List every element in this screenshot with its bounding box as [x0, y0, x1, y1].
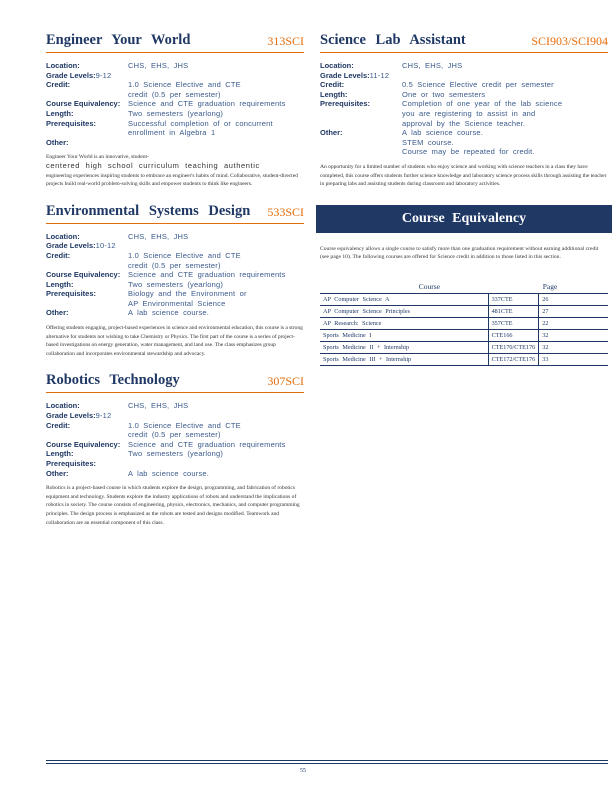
- prerequisites-label: Prerequisites:: [46, 289, 97, 299]
- left-column: [46, 32, 304, 541]
- course-code: 313SCI: [267, 34, 304, 48]
- length-row: [46, 280, 304, 290]
- course-header: [46, 32, 304, 53]
- length-label: Length:: [320, 89, 348, 99]
- credit-row: [320, 80, 608, 90]
- other-row: [320, 128, 608, 157]
- course-header: [46, 372, 304, 393]
- course-cell: AP Computer Science Principles: [320, 305, 488, 317]
- grade-levels-label: Grade Levels:: [320, 70, 370, 80]
- table-row: [320, 341, 608, 353]
- grade-levels-value: 9-12: [95, 411, 112, 421]
- course-description: Robotics is a project-based course in which students explore the design, programming, and fabrication of robotics equipment and technology. Students explore the industry applications of robots and understand the implications of robotics in society. The course consists of engineering, physics, electronics, mechanics, and computer programming principles. The design process is emphasized as the robots are tested and designs modified. Teamwork and collaboration are an essential component of this class.: [46, 485, 300, 526]
- credit-value: 1.0 Science Elective and CTE credit (0.5 per semester): [128, 250, 241, 270]
- equivalency-table: [320, 280, 608, 366]
- length-value: Two semesters (yearlong): [128, 449, 224, 459]
- prerequisites-label: Prerequisites:: [46, 118, 97, 128]
- grade-levels-label: Grade Levels:: [46, 241, 96, 251]
- course-title: Science Lab Assistant: [320, 32, 466, 48]
- footer-rule: [46, 760, 608, 761]
- location-label: Location:: [46, 61, 80, 70]
- grade-levels-label: Grade Levels:: [46, 70, 96, 80]
- page-cell: 26: [539, 293, 608, 305]
- prerequisites-value: Successful completion of or concurrent enrollment in Algebra 1: [128, 118, 273, 138]
- course-engineer-your-world: [46, 32, 304, 189]
- length-value: Two semesters (yearlong): [128, 279, 224, 289]
- course-robotics-technology: [46, 372, 304, 527]
- credit-label: Credit:: [46, 250, 71, 260]
- page-cell: 32: [539, 341, 608, 353]
- course-cell: Sports Medicine II + Internship: [320, 341, 488, 353]
- length-label: Length:: [46, 449, 74, 459]
- prerequisites-row: [46, 289, 304, 308]
- grade-levels-row: [46, 241, 304, 251]
- credit-row: [46, 80, 304, 99]
- location-value: CHS, EHS, JHS: [128, 61, 189, 70]
- course-description: Offering students engaging, project-based experiences in science and environmental education, this course is a strong alternative for students not wishing to take Chemistry or Physics. The first part of the course is a series of project-based investigations on energy generation, water management, and land use. The class emphasizes group collaboration and incorporates environmental stewardship and advocacy.: [46, 325, 303, 357]
- prerequisites-row: [46, 459, 304, 469]
- course-equivalency-label: Course Equivalency:: [46, 99, 121, 109]
- credit-value: 1.0 Science Elective and CTE credit (0.5 per semester): [128, 80, 241, 99]
- other-value: A lab science course.: [128, 308, 210, 318]
- location-value: CHS, EHS, JHS: [128, 231, 189, 241]
- course-title: Environmental Systems Design: [46, 202, 251, 219]
- other-value: A lab science course.: [128, 468, 210, 478]
- location-value: CHS, EHS, JHS: [128, 401, 189, 411]
- other-label: Other:: [46, 137, 69, 147]
- course-equivalency-value: Science and CTE graduation requirements: [128, 439, 286, 449]
- table-row: [320, 305, 608, 317]
- length-value: Two semesters (yearlong): [128, 108, 224, 118]
- course-header: [46, 203, 304, 224]
- code-cell: CTE170/CTE176: [488, 341, 539, 353]
- other-label: Other:: [320, 128, 343, 138]
- course-cell: AP Computer Science A: [320, 293, 488, 305]
- course-code: SCI903/SCI904: [531, 34, 608, 48]
- length-row: [320, 90, 608, 100]
- course-cell: Sports Medicine I: [320, 329, 488, 341]
- course-header: [320, 32, 608, 53]
- prerequisites-row: [46, 119, 304, 138]
- credit-label: Credit:: [46, 80, 71, 90]
- course-equivalency-label: Course Equivalency:: [46, 270, 121, 280]
- course-equivalency-row: [46, 440, 304, 450]
- prerequisites-label: Prerequisites:: [320, 99, 371, 109]
- right-column: [320, 32, 608, 366]
- table-row: [320, 317, 608, 329]
- page-column-header: Page: [539, 280, 608, 294]
- length-value: One or two semesters: [402, 89, 486, 99]
- description-line1: Engineer Your World is an innovative, student-: [46, 154, 149, 161]
- location-value: CHS, EHS, JHS: [402, 61, 463, 70]
- credit-value: 0.5 Science Elective credit per semester: [402, 80, 554, 90]
- credit-row: [46, 421, 304, 440]
- course-environmental-systems-design: [46, 203, 304, 359]
- credit-label: Credit:: [46, 420, 71, 430]
- page-cell: 32: [539, 329, 608, 341]
- course-column-header: Course: [320, 280, 539, 294]
- course-science-lab-assistant: [320, 32, 608, 189]
- location-row: [46, 401, 304, 411]
- table-row: [320, 329, 608, 341]
- course-title: Engineer Your World: [46, 32, 191, 48]
- location-row: [320, 61, 608, 71]
- course-equivalency-row: [46, 270, 304, 280]
- course-equivalency-label: Course Equivalency:: [46, 439, 121, 449]
- grade-levels-value: 11-12: [369, 70, 390, 80]
- description-emphasis: centered high school curriculum teaching authentic: [46, 160, 260, 170]
- length-row: [46, 109, 304, 119]
- other-label: Other:: [46, 308, 69, 318]
- course-code: 533SCI: [267, 204, 304, 219]
- table-header-row: [320, 280, 608, 294]
- location-label: Location:: [46, 401, 80, 411]
- course-code: 307SCI: [267, 374, 304, 389]
- code-cell: 337CTE: [488, 293, 539, 305]
- page-cell: 22: [539, 317, 608, 329]
- grade-levels-row: [46, 71, 304, 81]
- course-equivalency-value: Science and CTE graduation requirements: [128, 270, 286, 280]
- length-label: Length:: [46, 108, 74, 118]
- page-cell: 33: [539, 353, 608, 365]
- other-label: Other:: [46, 468, 69, 478]
- credit-label: Credit:: [320, 80, 345, 90]
- other-row: [46, 308, 304, 318]
- prerequisites-value: Completion of one year of the lab science you are registering to assist in and approval by the Science teacher.: [402, 99, 563, 128]
- prerequisites-row: [320, 99, 608, 128]
- location-row: [46, 61, 304, 71]
- course-cell: Sports Medicine III + Internship: [320, 353, 488, 365]
- prerequisites-value: Biology and the Environment or AP Environmental Science: [128, 289, 247, 308]
- code-cell: 357CTE: [488, 317, 539, 329]
- code-cell: CTE166: [488, 329, 539, 341]
- table-row: [320, 293, 608, 305]
- course-cell: AP Research: Science: [320, 317, 488, 329]
- page-number: 55: [300, 768, 306, 774]
- course-description: An opportunity for a limited number of students who enjoy science and working with science teachers in a class they have completed, this course offers students further science knowledge and laboratory science process skills through assisting the teacher in preparing labs and assisting students during classroom and laboratory activities.: [320, 163, 607, 188]
- location-label: Location:: [320, 61, 354, 70]
- location-row: [46, 232, 304, 242]
- course-equivalency-row: [46, 99, 304, 109]
- description-rest: engineering experiences inspiring students to embrace an engineer's habits of mind. Collaborative, student-directed projects build real-world problem-solving skills and empower students to think like engineers.: [46, 172, 298, 188]
- credit-value: 1.0 Science Elective and CTE credit (0.5 per semester): [128, 420, 241, 440]
- location-label: Location:: [46, 231, 80, 241]
- course-title: Robotics Technology: [46, 372, 180, 389]
- footer-rule-thin: [46, 763, 608, 764]
- prerequisites-label: Prerequisites:: [46, 459, 97, 468]
- length-row: [46, 449, 304, 459]
- course-description: [46, 153, 304, 188]
- other-value: A lab science course. STEM course. Course may be repeated for credit.: [402, 128, 535, 157]
- grade-levels-row: [46, 411, 304, 421]
- credit-row: [46, 251, 304, 270]
- grade-levels-row: [320, 71, 608, 81]
- grade-levels-value: 9-12: [95, 70, 112, 80]
- code-cell: 481CTE: [488, 305, 539, 317]
- course-equivalency-banner: Course Equivalency: [316, 205, 612, 233]
- page-cell: 27: [539, 305, 608, 317]
- course-equivalency-value: Science and CTE graduation requirements: [128, 99, 286, 109]
- equivalency-description: Course equivalency allows a single course to satisfy more than one graduation requirement without earning additional credit (see page 10). The following courses are offered for Science credit in addition to those listed in this section.: [320, 245, 599, 261]
- other-row: [46, 469, 304, 479]
- table-row: [320, 353, 608, 365]
- other-row: [46, 138, 304, 148]
- code-cell: CTE172/CTE176: [488, 353, 539, 365]
- grade-levels-value: 10-12: [95, 241, 116, 251]
- grade-levels-label: Grade Levels:: [46, 411, 96, 421]
- length-label: Length:: [46, 279, 74, 289]
